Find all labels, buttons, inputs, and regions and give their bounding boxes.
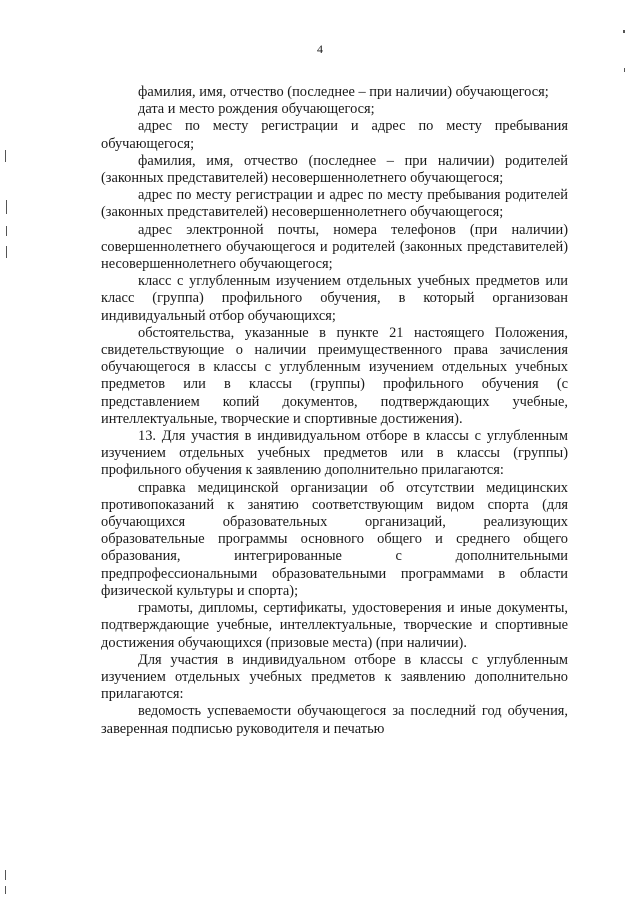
paragraph-advanced-classes: Для участия в индивидуальном отборе в классы с углубленным изучением отдельных учебных предметов к заявлению дополнительно прилагаются: xyxy=(101,651,568,703)
paragraph-parents-name: фамилия, имя, отчество (последнее – при наличии) родителей (законных представителей) несовершеннолетнего обучающегося; xyxy=(101,152,568,187)
paragraph-medical-certificate: справка медицинской организации об отсутствии медицинских противопоказаний к занятию соответствующим видом спорта (для обучающихся образовательных организаций, реализующих образовательные программы основного общего и среднего общего образования, интегрированные с дополнительными предпрофессиональными образовательными программами в области физической культуры и спорта); xyxy=(101,479,568,599)
scan-mark-left-4 xyxy=(6,246,7,258)
paragraph-circumstances: обстоятельства, указанные в пункте 21 настоящего Положения, свидетельствующие о наличии преимущественного права зачисления обучающегося в классы с углубленным изучением отдельных учебных предметов или в классы (группы) профильного обучения (с представлением копий документов, подтверждающих учебные, интеллектуальные, творческие и спортивные достижения). xyxy=(101,324,568,427)
scan-mark-left-2 xyxy=(6,200,7,214)
paragraph-clause-13: 13. Для участия в индивидуальном отборе в классы с углубленным изучением отдельных учебных предметов или в классы (группы) профильного обучения к заявлению дополнительно прилагаются: xyxy=(101,428,568,479)
paragraph-diplomas: грамоты, дипломы, сертификаты, удостоверения и иные документы, подтверждающие учебные, интеллектуальные, творческие и спортивные достижения обучающихся (призовые места) (при наличии). xyxy=(101,600,568,651)
paragraph-birth-date: дата и место рождения обучающегося; xyxy=(138,101,375,118)
document-body xyxy=(101,84,568,738)
paragraph-contacts: адрес электронной почты, номера телефонов (при наличии) совершеннолетнего обучающегося и родителей (законных представителей) несовершеннолетнего обучающегося; xyxy=(101,221,568,273)
scan-mark-right xyxy=(624,68,625,72)
paragraph-student-address: адрес по месту регистрации и адрес по месту пребывания обучающегося; xyxy=(101,118,568,152)
scan-mark-left-3 xyxy=(6,226,7,236)
paragraph-class: класс с углубленным изучением отдельных учебных предметов или класс (группа) профильного обучения, в который организован индивидуальный отбор обучающихся; xyxy=(101,273,568,324)
paragraph-grade-report: ведомость успеваемости обучающегося за последний год обучения, заверенная подписью руководителя и печатью xyxy=(101,703,568,737)
scan-mark-top-right xyxy=(623,30,625,33)
scan-mark-left-5 xyxy=(5,870,6,880)
scan-mark-left-1 xyxy=(5,150,6,162)
paragraph-parents-address: адрес по месту регистрации и адрес по месту пребывания родителей (законных представителей) несовершеннолетнего обучающегося; xyxy=(101,187,568,221)
scan-mark-left-6 xyxy=(5,886,6,894)
page-number: 4 xyxy=(317,42,323,56)
paragraph-student-name: фамилия, имя, отчество (последнее – при наличии) обучающегося; xyxy=(138,84,549,100)
